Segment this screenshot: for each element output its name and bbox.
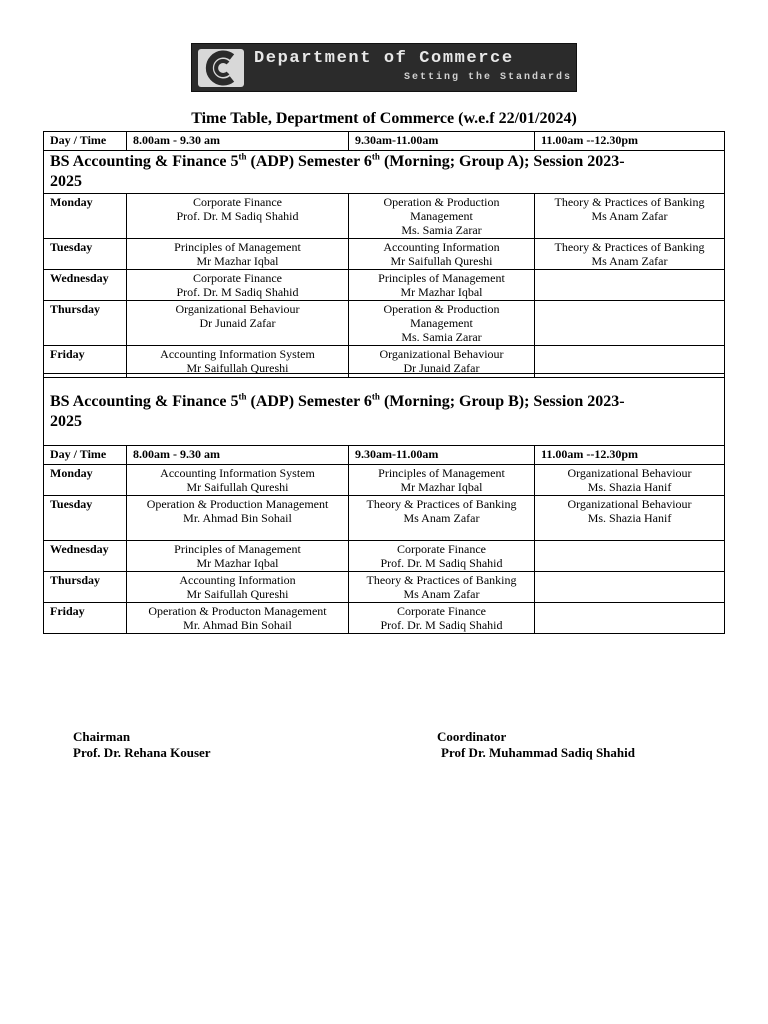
table-row: [44, 301, 725, 346]
table-row: [44, 239, 725, 270]
header-slot-3: 11.00am --12.30pm: [535, 132, 725, 151]
instructor-name: Mr. Ahmad Bin Sohail: [183, 618, 292, 632]
department-logo: [191, 43, 577, 92]
course-name: Accounting Information System: [160, 466, 315, 480]
course-name: Principles of Management: [378, 271, 505, 285]
course-name: Theory & Practices of Banking: [366, 573, 517, 587]
instructor-name: Ms. Samia Zarar: [401, 330, 482, 344]
table-row: [44, 572, 725, 603]
day-label: Friday: [44, 346, 127, 378]
day-label: Monday: [44, 194, 127, 239]
day-label: Thursday: [44, 572, 127, 603]
course-name: Principles of Management: [174, 240, 301, 254]
course-name: Principles of Management: [174, 542, 301, 556]
instructor-name: Mr Mazhar Iqbal: [400, 285, 483, 299]
instructor-name: Prof. Dr. M Sadiq Shahid: [380, 556, 503, 570]
course-name: Corporate Finance: [397, 604, 486, 618]
course-name: Corporate Finance: [397, 542, 486, 556]
class-cell: [127, 239, 349, 270]
course-name: Theory & Practices of Banking: [554, 195, 705, 209]
course-name: Operation & Production Management: [146, 497, 329, 511]
class-cell: [535, 603, 725, 634]
day-label: Tuesday: [44, 496, 127, 541]
instructor-name: Prof. Dr. M Sadiq Shahid: [176, 285, 299, 299]
instructor-name: Mr Mazhar Iqbal: [400, 480, 483, 494]
instructor-name: Mr Saifullah Qureshi: [390, 254, 493, 268]
class-cell: [127, 541, 349, 572]
instructor-name: Ms. Shazia Hanif: [587, 480, 672, 494]
instructor-name: Prof. Dr. M Sadiq Shahid: [176, 209, 299, 223]
class-cell: [535, 301, 725, 346]
group-b-rows: [44, 465, 725, 634]
course-name: Operation & Producton Management: [148, 604, 327, 618]
course-name: Operation & Production: [383, 195, 500, 209]
day-label: Tuesday: [44, 239, 127, 270]
course-name: Accounting Information: [179, 573, 296, 587]
table-row: [44, 496, 725, 541]
coordinator-role: Coordinator: [437, 729, 507, 744]
course-name: Principles of Management: [378, 466, 505, 480]
class-cell: [127, 572, 349, 603]
class-cell: [127, 496, 349, 541]
class-cell: [349, 301, 535, 346]
day-label: Wednesday: [44, 541, 127, 572]
instructor-name: Mr Saifullah Qureshi: [186, 480, 289, 494]
logo-tagline: Setting the Standards: [403, 72, 572, 83]
class-cell: [349, 194, 535, 239]
header-slot-3-b: 11.00am --12.30pm: [535, 446, 725, 465]
class-cell: [349, 572, 535, 603]
coordinator-signature-block: [437, 729, 635, 761]
instructor-name: Ms. Samia Zarar: [401, 223, 482, 237]
course-name: Accounting Information System: [160, 347, 315, 361]
instructor-name: Ms Anam Zafar: [403, 587, 480, 601]
commerce-emblem-icon: [198, 49, 244, 87]
class-cell: [127, 194, 349, 239]
table-row: [44, 541, 725, 572]
course-name: Management: [410, 209, 473, 223]
logo-title: Department of Commerce: [254, 49, 514, 68]
class-cell: [349, 465, 535, 496]
instructor-name: Ms Anam Zafar: [591, 209, 668, 223]
instructor-name: Mr Saifullah Qureshi: [186, 587, 289, 601]
section-heading-group-b: BS Accounting & Finance 5th (ADP) Semester 6th (Morning; Group B); Session 2023- 2025: [44, 374, 725, 446]
course-name: Accounting Information: [383, 240, 500, 254]
instructor-name: Dr Junaid Zafar: [403, 361, 480, 375]
chairman-role: Chairman: [73, 729, 131, 744]
course-name: Operation & Production: [383, 302, 500, 316]
header-slot-1-b: 8.00am - 9.30 am: [127, 446, 349, 465]
header-day-time: Day / Time: [44, 132, 127, 151]
class-cell: [535, 496, 725, 541]
course-name: Organizational Behaviour: [567, 497, 692, 511]
class-cell: [349, 603, 535, 634]
header-slot-2-b: 9.30am-11.00am: [349, 446, 535, 465]
timetable-group-b: [43, 373, 725, 634]
class-cell: [127, 270, 349, 301]
instructor-name: Mr. Ahmad Bin Sohail: [183, 511, 292, 525]
class-cell: [349, 496, 535, 541]
instructor-name: Dr Junaid Zafar: [199, 316, 276, 330]
class-cell: [535, 572, 725, 603]
table-row: [44, 603, 725, 634]
page-title: Time Table, Department of Commerce (w.e.f 22/01/2024): [191, 110, 577, 127]
table-row: [44, 270, 725, 301]
coordinator-name: Prof Dr. Muhammad Sadiq Shahid: [441, 745, 635, 760]
course-name: Management: [410, 316, 473, 330]
timetable-group-a: [43, 131, 725, 378]
course-name: Corporate Finance: [193, 195, 282, 209]
day-label: Thursday: [44, 301, 127, 346]
instructor-name: Mr Mazhar Iqbal: [196, 556, 279, 570]
header-day-time-b: Day / Time: [44, 446, 127, 465]
header-slot-1: 8.00am - 9.30 am: [127, 132, 349, 151]
instructor-name: Mr Mazhar Iqbal: [196, 254, 279, 268]
day-label: Wednesday: [44, 270, 127, 301]
instructor-name: Mr Saifullah Qureshi: [186, 361, 289, 375]
instructor-name: Ms Anam Zafar: [591, 254, 668, 268]
instructor-name: Ms Anam Zafar: [403, 511, 480, 525]
class-cell: [127, 301, 349, 346]
class-cell: [349, 239, 535, 270]
course-name: Theory & Practices of Banking: [554, 240, 705, 254]
table-row: [44, 465, 725, 496]
course-name: Corporate Finance: [193, 271, 282, 285]
class-cell: [349, 270, 535, 301]
class-cell: [535, 239, 725, 270]
day-label: Monday: [44, 465, 127, 496]
class-cell: [127, 465, 349, 496]
chairman-signature-block: [73, 729, 211, 761]
class-cell: [535, 541, 725, 572]
table-row: [44, 194, 725, 239]
course-name: Organizational Behaviour: [567, 466, 692, 480]
header-slot-2: 9.30am-11.00am: [349, 132, 535, 151]
course-name: Organizational Behaviour: [175, 302, 300, 316]
class-cell: [535, 270, 725, 301]
class-cell: [535, 194, 725, 239]
instructor-name: Ms. Shazia Hanif: [587, 511, 672, 525]
class-cell: [127, 603, 349, 634]
section-heading-group-a: BS Accounting & Finance 5th (ADP) Semester 6th (Morning; Group A); Session 2023- 2025: [44, 151, 725, 194]
class-cell: [535, 465, 725, 496]
course-name: Theory & Practices of Banking: [366, 497, 517, 511]
instructor-name: Prof. Dr. M Sadiq Shahid: [380, 618, 503, 632]
group-a-rows: [44, 194, 725, 378]
course-name: Organizational Behaviour: [379, 347, 504, 361]
day-label: Friday: [44, 603, 127, 634]
chairman-name: Prof. Dr. Rehana Kouser: [73, 745, 211, 760]
class-cell: [349, 541, 535, 572]
